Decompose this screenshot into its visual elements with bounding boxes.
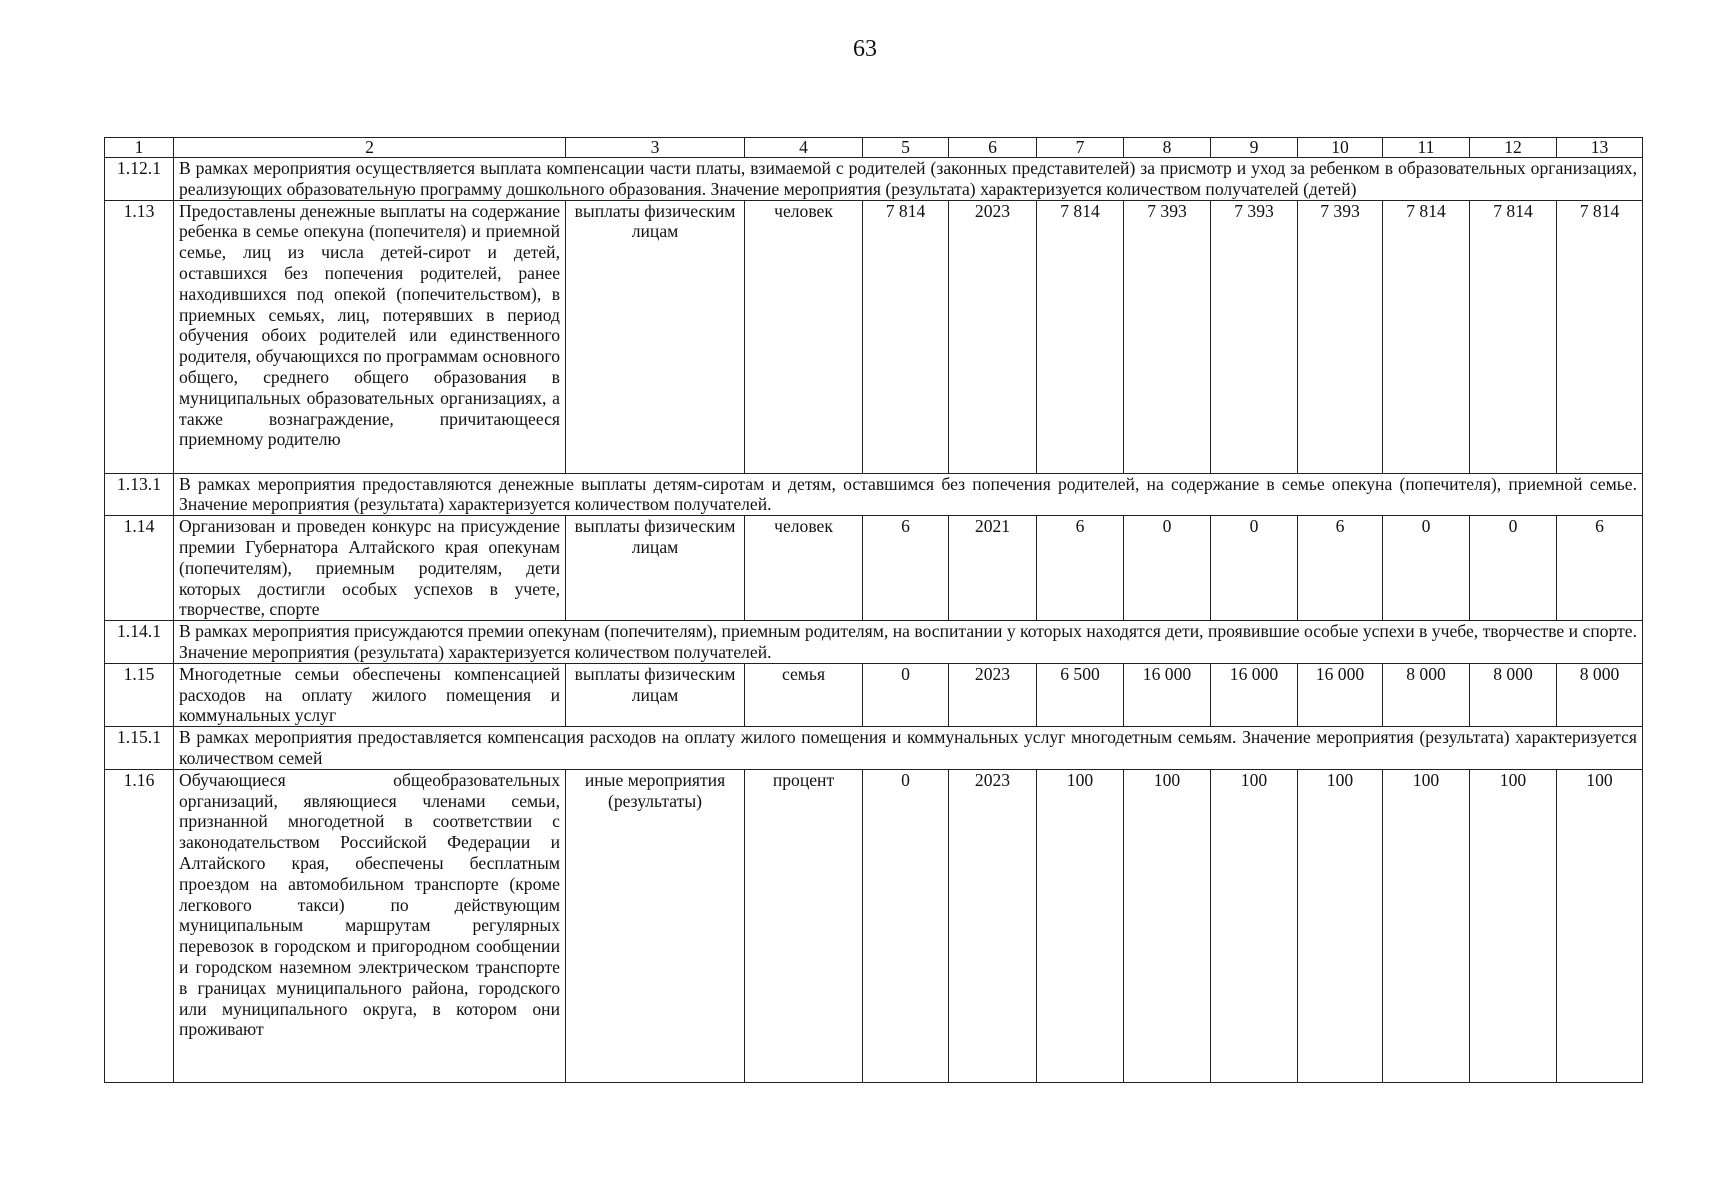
row-number: 1.13 <box>105 200 174 473</box>
year-value: 7 814 <box>1383 200 1470 473</box>
column-header: 13 <box>1557 138 1643 158</box>
indicator-description: Предоставлены денежные выплаты на содержание ребенка в семье опекуна (попечителя) и приемной семье, лиц из числа детей-сирот и детей, оставшихся без попечения родителей, ранее находившихся под опекой (попечительством), в приемных семьях, лиц, потерявших в период обучения обоих родителей или единственного родителя, обучающихся по программам основного общего, среднего общего образования в муниципальных образовательных организациях, а также вознаграждение, причитающееся приемному родителю <box>174 200 566 473</box>
indicator-row <box>105 663 1643 726</box>
year-value: 100 <box>1557 769 1643 1082</box>
year-value: 7 814 <box>1557 200 1643 473</box>
year-value: 0 <box>1124 516 1211 621</box>
column-header: 4 <box>745 138 863 158</box>
indicator-description: Многодетные семьи обеспечены компенсацией расходов на оплату жилого помещения и коммунальных услуг <box>174 663 566 726</box>
year-value: 6 500 <box>1037 663 1124 726</box>
row-number: 1.15.1 <box>105 727 174 770</box>
year-value: 7 814 <box>1470 200 1557 473</box>
year-value: 100 <box>1470 769 1557 1082</box>
note-row <box>105 158 1643 201</box>
column-header: 5 <box>863 138 949 158</box>
indicator-description: Обучающиеся общеобразовательных организаций, являющиеся членами семьи, признанной многодетной в соответствии с законодательством Российской Федерации и Алтайского края, обеспечены бесплатным проездом на автомобильном транспорте (кроме легкового такси) по действующим муниципальным маршрутам регулярных перевозок в городском и пригородном сообщении и городском наземном электрическом транспорте в границах муниципального района, городского или муниципального округа, в котором они проживают <box>174 769 566 1082</box>
row-number: 1.13.1 <box>105 473 174 516</box>
note-row <box>105 727 1643 770</box>
row-note: В рамках мероприятия предоставляется компенсация расходов на оплату жилого помещения и коммунальных услуг многодетным семьям. Значение мероприятия (результата) характеризуется количеством семей <box>174 727 1643 770</box>
indicator-unit: семья <box>745 663 863 726</box>
indicator-unit: процент <box>745 769 863 1082</box>
base-value: 6 <box>863 516 949 621</box>
row-number: 1.12.1 <box>105 158 174 201</box>
row-number: 1.14.1 <box>105 621 174 664</box>
column-header: 10 <box>1298 138 1383 158</box>
row-note: В рамках мероприятия предоставляются денежные выплаты детям-сиротам и детям, оставшимся без попечения родителей, на содержание в семье опекуна (попечителя), приемной семье. Значение мероприятия (результата) характеризуется количеством получателей. <box>174 473 1643 516</box>
year-value: 7 393 <box>1298 200 1383 473</box>
year-value: 16 000 <box>1124 663 1211 726</box>
indicator-unit: человек <box>745 516 863 621</box>
base-year: 2023 <box>949 663 1037 726</box>
year-value: 8 000 <box>1557 663 1643 726</box>
year-value: 100 <box>1383 769 1470 1082</box>
row-note: В рамках мероприятия осуществляется выплата компенсации части платы, взимаемой с родителей (законных представителей) за присмотр и уход за ребенком в образовательных организациях, реализующих образовательную программу дошкольного образования. Значение мероприятия (результата) характеризуется количеством получателей (детей) <box>174 158 1643 201</box>
year-value: 0 <box>1470 516 1557 621</box>
year-value: 6 <box>1298 516 1383 621</box>
indicator-row <box>105 516 1643 621</box>
base-year: 2023 <box>949 769 1037 1082</box>
year-value: 16 000 <box>1211 663 1298 726</box>
year-value: 7 393 <box>1211 200 1298 473</box>
indicator-description: Организован и проведен конкурс на присуждение премии Губернатора Алтайского края опекунам (попечителям), приемным родителям, дети которых достигли особых успехов в учете, творчестве, спорте <box>174 516 566 621</box>
row-number: 1.14 <box>105 516 174 621</box>
base-value: 0 <box>863 769 949 1082</box>
row-note: В рамках мероприятия присуждаются премии опекунам (попечителям), приемным родителям, на воспитании у которых находятся дети, проявившие особые успехи в учебе, творчестве и спорте. Значение мероприятия (результата) характеризуется количеством получателей. <box>174 621 1643 664</box>
year-value: 100 <box>1124 769 1211 1082</box>
indicator-row <box>105 769 1643 1082</box>
indicator-unit: человек <box>745 200 863 473</box>
column-header: 7 <box>1037 138 1124 158</box>
column-header: 12 <box>1470 138 1557 158</box>
page-number: 63 <box>853 36 877 62</box>
year-value: 100 <box>1211 769 1298 1082</box>
year-value: 7 393 <box>1124 200 1211 473</box>
year-value: 0 <box>1383 516 1470 621</box>
column-header: 2 <box>174 138 566 158</box>
column-header: 11 <box>1383 138 1470 158</box>
base-year: 2021 <box>949 516 1037 621</box>
year-value: 16 000 <box>1298 663 1383 726</box>
column-header: 9 <box>1211 138 1298 158</box>
column-number-row <box>105 138 1643 158</box>
column-header: 3 <box>566 138 745 158</box>
base-year: 2023 <box>949 200 1037 473</box>
year-value: 6 <box>1037 516 1124 621</box>
indicators-table <box>104 137 1643 1083</box>
column-header: 1 <box>105 138 174 158</box>
indicator-type: иные мероприятия (результаты) <box>566 769 745 1082</box>
indicator-type: выплаты физическим лицам <box>566 663 745 726</box>
year-value: 7 814 <box>1037 200 1124 473</box>
indicator-type: выплаты физическим лицам <box>566 200 745 473</box>
year-value: 0 <box>1211 516 1298 621</box>
year-value: 100 <box>1037 769 1124 1082</box>
indicator-type: выплаты физическим лицам <box>566 516 745 621</box>
row-number: 1.16 <box>105 769 174 1082</box>
column-header: 8 <box>1124 138 1211 158</box>
year-value: 8 000 <box>1470 663 1557 726</box>
note-row <box>105 621 1643 664</box>
base-value: 7 814 <box>863 200 949 473</box>
row-number: 1.15 <box>105 663 174 726</box>
year-value: 6 <box>1557 516 1643 621</box>
year-value: 100 <box>1298 769 1383 1082</box>
column-header: 6 <box>949 138 1037 158</box>
base-value: 0 <box>863 663 949 726</box>
year-value: 8 000 <box>1383 663 1470 726</box>
indicator-row <box>105 200 1643 473</box>
note-row <box>105 473 1643 516</box>
